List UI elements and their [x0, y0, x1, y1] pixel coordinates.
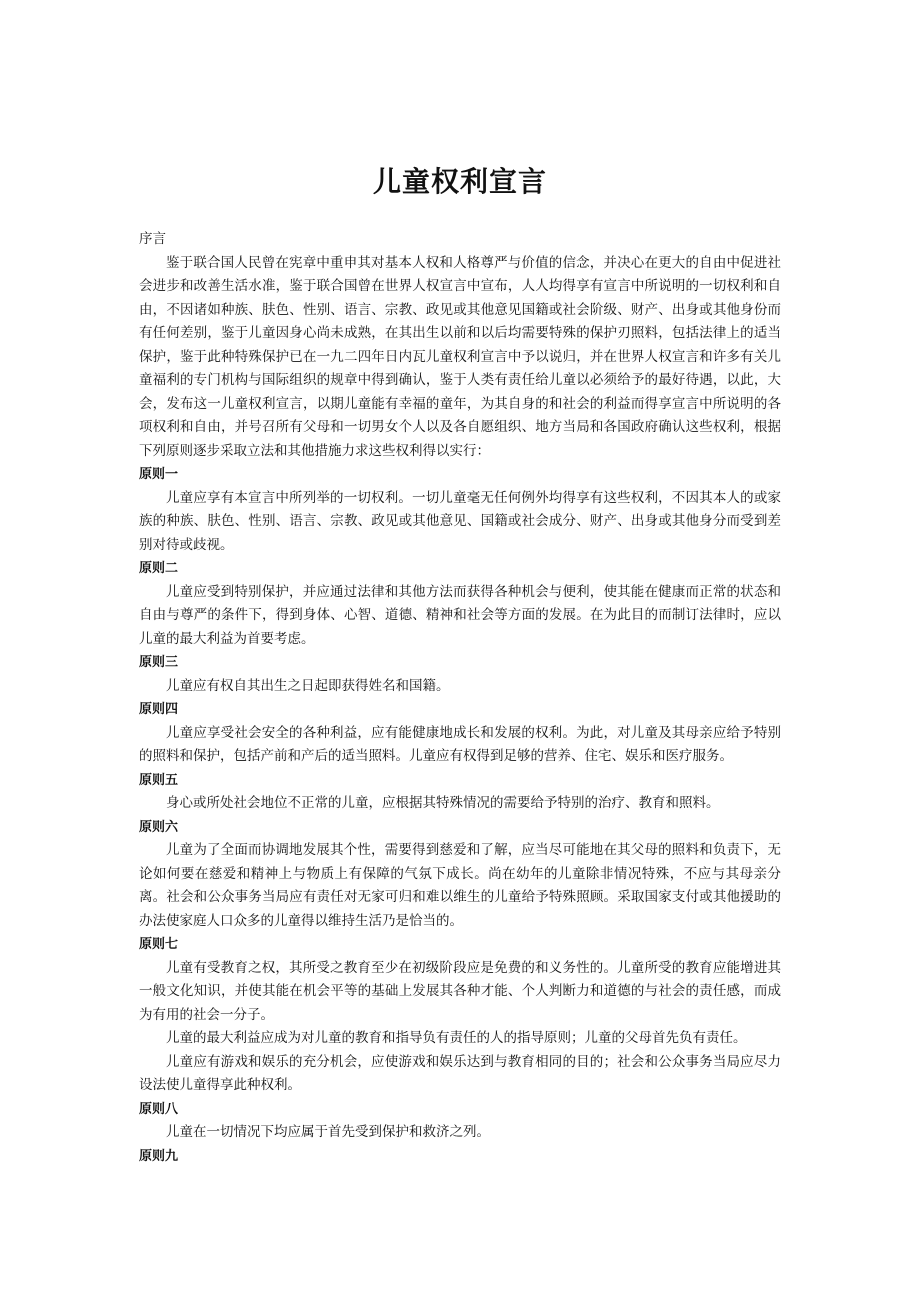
- principle-paragraph: 儿童应享受社会安全的各种利益，应有能健康地成长和发展的权利。为此，对儿童及其母亲应给予特别的照料和保护，包括产前和产后的适当照料。儿童应有权得到足够的营养、住宅、娱乐和医疗服务。: [139, 724, 781, 764]
- principle-heading: 原则三: [139, 655, 179, 670]
- principle-paragraph: 儿童应享有本宣言中所列举的一切权利。一切儿童毫无任何例外均得享有这些权利，不因其本人的或家族的种族、肤色、性别、语言、宗教、政见或其他意见、国籍或社会成分、财产、出身或其他身分而受到差别对待或歧视。: [139, 489, 781, 553]
- preface-paragraph: 鉴于联合国人民曾在宪章中重申其对基本人权和人格尊严与价值的信念，并决心在更大的自由中促进社会进步和改善生活水准，鉴于联合国曾在世界人权宣言中宣布，人人均得享有宣言中所说明的一切权利和自由，不因诸如种族、肤色、性别、语言、宗教、政见或其他意见国籍或社会阶级、财产、出身或其他身份而有任何差别，鉴于儿童因身心尚未成熟，在其出生以前和以后均需要特殊的保护刃照料，包括法律上的适当保护，鉴于此种特殊保护已在一九二四年日内瓦儿童权利宣言中予以说归，并在世界人权宣言和许多有关儿童福利的专门机构与国际组织的规章中得到确认，鉴于人类有责任给儿童以必须给予的最好待遇，以此，大会，发布这一儿童权利宣言，以期儿童能有幸福的童年，为其自身的和社会的利益而得享宣言中所说明的各项权利和自由，并号召所有父母和一切男女个人以及各自愿组织、地方当局和各国政府确认这些权利，根据下列原则逐步采取立法和其他措施力求这些权利得以实行：: [139, 254, 781, 459]
- principles-list: [139, 463, 781, 1168]
- principle-section: [139, 1098, 781, 1145]
- principle-heading: 原则八: [139, 1101, 179, 1117]
- principle-heading: 原则六: [139, 819, 179, 835]
- principle-paragraph: 儿童有受教育之权，其所受之教育至少在初级阶段应是免费的和义务性的。儿童所受的教育应能增进其一般文化知识，并使其能在机会平等的基础上发展其各种才能、个人判断力和道德的与社会的责任感，而成为有用的社会一分子。: [139, 959, 781, 1023]
- principle-section: [139, 1145, 781, 1169]
- principle-heading: 原则五: [139, 772, 179, 788]
- principle-section: [139, 557, 781, 651]
- principle-paragraph: 儿童应受到特别保护，并应通过法律和其他方法而获得各种机会与便利，使其能在健康而正常的状态和自由与尊严的条件下，得到身体、心智、道德、精神和社会等方面的发展。在为此目的而制订法律时，应以儿童的最大利益为首要考虑。: [139, 583, 781, 647]
- principle-paragraph: 儿童为了全面而协调地发展其个性，需要得到慈爱和了解，应当尽可能地在其父母的照料和负责下，无论如何要在慈爱和精神上与物质上有保障的气氛下成长。尚在幼年的儿童除非情况特殊，不应与其母亲分离。社会和公众事务当局应有责任对无家可归和难以维生的儿童给予特殊照顾。采取国家支付或其他援助的办法使家庭人口众多的儿童得以维持生活乃是恰当的。: [139, 842, 781, 929]
- principle-section: [139, 769, 781, 816]
- document-title: 儿童权利宣言: [372, 165, 547, 198]
- principle-paragraph: 儿童的最大利益应成为对儿童的教育和指导负有责任的人的指导原则；儿童的父母首先负有责任。: [166, 1030, 747, 1046]
- principle-section: [139, 816, 781, 934]
- principle-paragraph: 儿童应有游戏和娱乐的充分机会，应使游戏和娱乐达到与教育相同的目的；社会和公众事务当局应尽力设法使儿童得享此种权利。: [139, 1053, 781, 1093]
- principle-heading: 原则四: [139, 702, 179, 717]
- principle-section: [139, 463, 781, 557]
- preface-label: 序言: [139, 231, 166, 247]
- principle-section: [139, 933, 781, 1098]
- principle-heading: 原则二: [139, 561, 179, 576]
- principle-paragraph: 儿童应有权自其出生之日起即获得姓名和国籍。: [166, 677, 450, 694]
- principle-paragraph: 儿童在一切情况下均应属于首先受到保护和救济之列。: [166, 1124, 490, 1140]
- principle-heading: 原则九: [139, 1148, 179, 1164]
- document-body: [139, 228, 781, 1168]
- principle-section: [139, 651, 781, 698]
- principle-paragraph: 身心或所处社会地位不正常的儿童，应根据其特殊情况的需要给予特别的治疗、教育和照料。: [166, 795, 720, 811]
- principle-heading: 原则一: [139, 467, 179, 482]
- principle-heading: 原则七: [139, 937, 179, 952]
- principle-section: [139, 698, 781, 769]
